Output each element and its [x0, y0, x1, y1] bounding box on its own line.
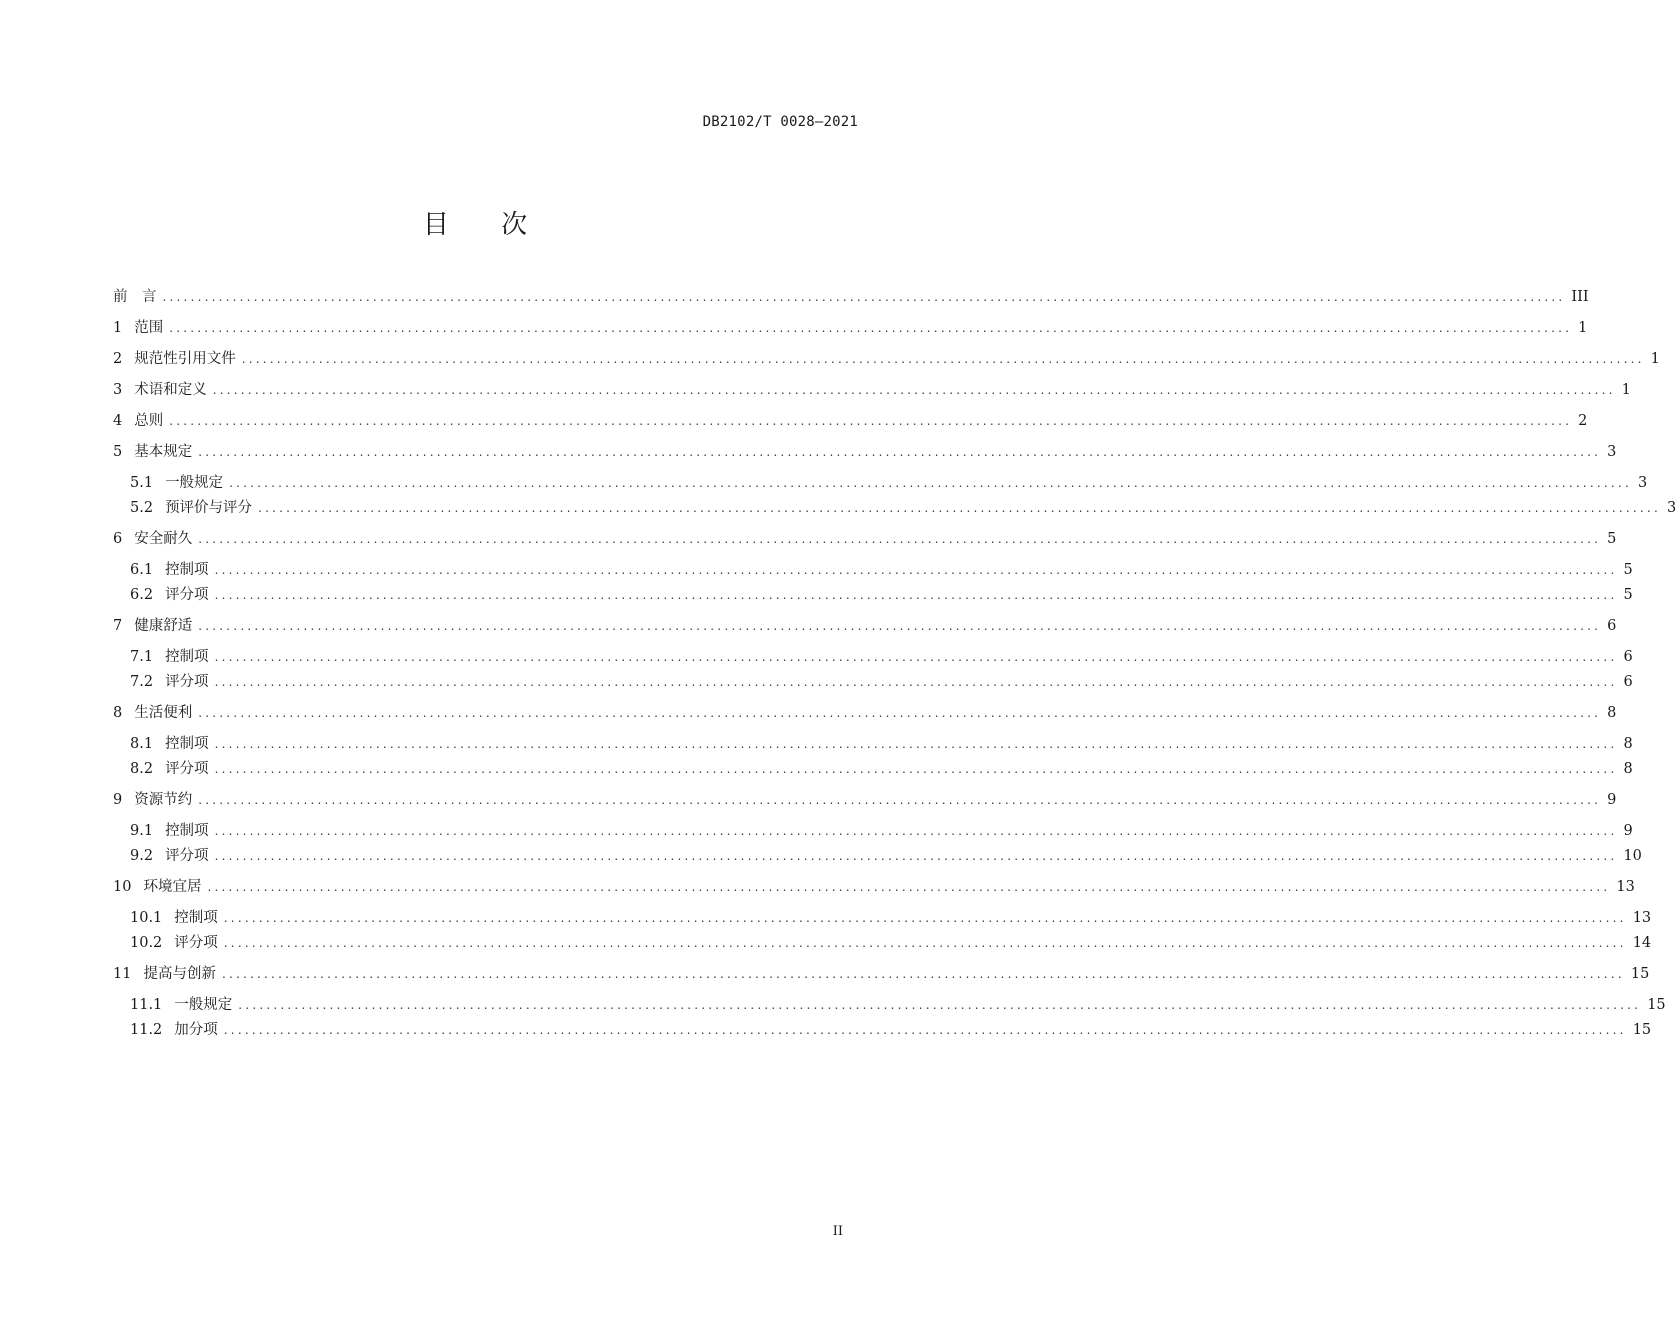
- toc-entry-page: 2: [1578, 413, 1588, 429]
- toc-entry-label: 环境宜居: [143, 879, 202, 895]
- document-code: DB2102/T 0028—2021: [702, 114, 858, 130]
- toc-entry[interactable]: [130, 1019, 1652, 1041]
- toc-entry-page: III: [1571, 289, 1589, 305]
- toc-entry-label: 健康舒适: [134, 618, 193, 634]
- toc-entry-number: 7.2: [130, 674, 154, 690]
- toc-leader-dots: ........................................................................................................................................................................................................: [221, 967, 1625, 981]
- toc-entry-page: 8: [1607, 705, 1617, 721]
- toc-entry-number: 10.2: [130, 935, 163, 951]
- toc-entry-page: 15: [1632, 1022, 1652, 1038]
- toc-entry-label: 范围: [134, 320, 164, 336]
- toc-entry[interactable]: [130, 472, 1648, 494]
- toc-leader-dots: ........................................................................................................................................................................................................: [214, 824, 1618, 838]
- toc-entry-page: 5: [1607, 531, 1617, 547]
- toc-entry[interactable]: [113, 317, 1588, 339]
- toc-entry-number: 9.1: [130, 823, 154, 839]
- toc-leader-dots: ........................................................................................................................................................................................................: [214, 849, 1618, 863]
- toc-leader-dots: ........................................................................................................................................................................................................: [162, 290, 1566, 304]
- toc-entry-page: 6: [1623, 674, 1633, 690]
- toc-entry[interactable]: [130, 758, 1633, 780]
- toc-entry-label: 提高与创新: [143, 966, 216, 982]
- toc-entry-number: 6.2: [130, 587, 154, 603]
- toc-entry[interactable]: [130, 497, 1676, 519]
- toc-entry-label: 控制项: [165, 649, 209, 665]
- toc-entry-number: 10: [113, 879, 132, 895]
- toc-entry-label: 预评价与评分: [165, 500, 253, 516]
- toc-leader-dots: ........................................................................................................................................................................................................: [169, 414, 1573, 428]
- toc-entry-label: 安全耐久: [134, 531, 193, 547]
- toc-entry-page: 3: [1666, 500, 1676, 516]
- toc-entry[interactable]: [130, 907, 1652, 929]
- toc-leader-dots: ........................................................................................................................................................................................................: [214, 675, 1618, 689]
- toc-entry-page: 6: [1623, 649, 1633, 665]
- toc-leader-dots: ........................................................................................................................................................................................................: [198, 445, 1602, 459]
- toc-entry[interactable]: [130, 932, 1652, 954]
- toc-leader-dots: ........................................................................................................................................................................................................: [241, 352, 1645, 366]
- toc-entry-page: 3: [1637, 475, 1648, 491]
- toc-entry-page: 6: [1607, 618, 1617, 634]
- toc-entry[interactable]: [130, 559, 1633, 581]
- toc-entry-page: 1: [1578, 320, 1588, 336]
- toc-entry-number: 6.1: [130, 562, 154, 578]
- toc-entry-number: 8.2: [130, 761, 154, 777]
- toc-entry[interactable]: [113, 963, 1650, 985]
- toc-entry-label: 规范性引用文件: [134, 351, 236, 367]
- toc-entry[interactable]: [113, 615, 1617, 637]
- toc-leader-dots: ........................................................................................................................................................................................................: [198, 532, 1602, 546]
- toc-entry-number: 10.1: [130, 910, 163, 926]
- page-number: II: [832, 1224, 843, 1239]
- toc-leader-dots: ........................................................................................................................................................................................................: [169, 321, 1573, 335]
- toc-entry[interactable]: [113, 702, 1617, 724]
- toc-entry-label: 加分项: [174, 1022, 218, 1038]
- toc-entry-number: 8.1: [130, 736, 154, 752]
- toc-leader-dots: ........................................................................................................................................................................................................: [212, 383, 1616, 397]
- toc-entry-label: 一般规定: [165, 475, 224, 491]
- toc-entry-number: 3: [113, 382, 123, 398]
- toc-entry-label: 术语和定义: [134, 382, 207, 398]
- toc-entry-number: 4: [113, 413, 123, 429]
- toc-entry-page: 9: [1607, 792, 1617, 808]
- toc-entry-label: 一般规定: [174, 997, 233, 1013]
- toc-leader-dots: ........................................................................................................................................................................................................: [258, 501, 1661, 515]
- toc-entry[interactable]: [130, 845, 1642, 867]
- toc-entry-number: 1: [113, 320, 123, 336]
- toc-entry-number: 7.1: [130, 649, 154, 665]
- toc-leader-dots: ........................................................................................................................................................................................................: [207, 880, 1611, 894]
- toc-entry-number: 6: [113, 531, 123, 547]
- toc-entry-number: 11.1: [130, 997, 163, 1013]
- toc-entry-label: 前 言: [113, 289, 157, 305]
- toc-entry[interactable]: [130, 671, 1633, 693]
- toc-entry-label: 评分项: [165, 674, 209, 690]
- toc-leader-dots: ........................................................................................................................................................................................................: [223, 936, 1627, 950]
- toc-entry-page: 9: [1623, 823, 1633, 839]
- toc-entry-label: 控制项: [165, 736, 209, 752]
- toc-entry-label: 评分项: [174, 935, 218, 951]
- toc-title: 目 次: [422, 210, 550, 240]
- toc-entry-label: 控制项: [174, 910, 218, 926]
- toc-entry-page: 1: [1621, 382, 1631, 398]
- toc-entry[interactable]: [113, 876, 1635, 898]
- toc-entry-number: 9.2: [130, 848, 154, 864]
- toc-entry[interactable]: [130, 584, 1633, 606]
- toc-leader-dots: ........................................................................................................................................................................................................: [229, 476, 1632, 490]
- toc-entry[interactable]: [113, 286, 1589, 308]
- toc-entry-page: 8: [1623, 761, 1633, 777]
- toc-leader-dots: ........................................................................................................................................................................................................: [223, 911, 1627, 925]
- toc-entry-number: 8: [113, 705, 123, 721]
- toc-leader-dots: ........................................................................................................................................................................................................: [214, 650, 1618, 664]
- toc-entry-page: 13: [1632, 910, 1652, 926]
- toc-entry-label: 评分项: [165, 848, 209, 864]
- toc-entry[interactable]: [113, 789, 1617, 811]
- toc-entry-page: 5: [1623, 587, 1633, 603]
- toc-entry[interactable]: [113, 528, 1617, 550]
- toc-entry-page: 14: [1632, 935, 1652, 951]
- toc-entry[interactable]: [113, 441, 1617, 463]
- toc-entry-label: 资源节约: [134, 792, 193, 808]
- toc-entry-label: 基本规定: [134, 444, 193, 460]
- toc-entry-number: 7: [113, 618, 123, 634]
- toc-entry-number: 2: [113, 351, 123, 367]
- toc-leader-dots: ........................................................................................................................................................................................................: [214, 588, 1618, 602]
- toc-entry-page: 15: [1647, 997, 1666, 1013]
- toc-entry-label: 评分项: [165, 761, 209, 777]
- toc-leader-dots: ........................................................................................................................................................................................................: [214, 563, 1618, 577]
- toc-entry[interactable]: [130, 820, 1633, 842]
- toc-entry-label: 生活便利: [134, 705, 193, 721]
- toc-entry[interactable]: [130, 994, 1666, 1016]
- toc-leader-dots: ........................................................................................................................................................................................................: [223, 1023, 1627, 1037]
- toc-entry[interactable]: [130, 646, 1633, 668]
- toc-entry-page: 13: [1616, 879, 1635, 895]
- toc-leader-dots: ........................................................................................................................................................................................................: [214, 762, 1618, 776]
- toc-leader-dots: ........................................................................................................................................................................................................: [214, 737, 1618, 751]
- toc-entry[interactable]: [113, 379, 1631, 401]
- toc-leader-dots: ........................................................................................................................................................................................................: [198, 793, 1602, 807]
- toc-entry-label: 评分项: [165, 587, 209, 603]
- toc-entry-page: 15: [1630, 966, 1650, 982]
- toc-entry[interactable]: [113, 348, 1660, 370]
- toc-leader-dots: ........................................................................................................................................................................................................: [238, 998, 1642, 1012]
- toc-entry-page: 3: [1607, 444, 1617, 460]
- toc-entry-number: 9: [113, 792, 123, 808]
- toc-entry[interactable]: [130, 733, 1633, 755]
- toc-leader-dots: ........................................................................................................................................................................................................: [198, 706, 1602, 720]
- toc-entry-page: 10: [1623, 848, 1642, 864]
- toc-leader-dots: ........................................................................................................................................................................................................: [198, 619, 1602, 633]
- toc-entry-number: 5.1: [130, 475, 154, 491]
- toc-entry[interactable]: [113, 410, 1588, 432]
- toc-entry-number: 11.2: [130, 1022, 163, 1038]
- toc-entry-label: 控制项: [165, 562, 209, 578]
- toc-entry-label: 总则: [134, 413, 164, 429]
- toc-entry-number: 11: [113, 966, 132, 982]
- toc-entry-number: 5.2: [130, 500, 154, 516]
- toc-entry-page: 8: [1623, 736, 1633, 752]
- toc-entry-label: 控制项: [165, 823, 209, 839]
- toc-entry-number: 5: [113, 444, 123, 460]
- toc-entry-page: 5: [1623, 562, 1633, 578]
- toc-entry-page: 1: [1650, 351, 1660, 367]
